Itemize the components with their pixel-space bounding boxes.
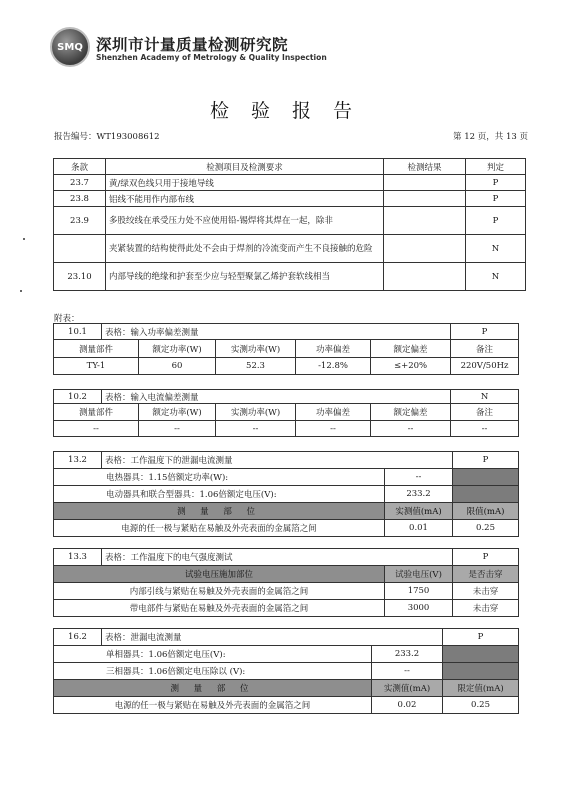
table-row	[54, 583, 519, 600]
three-phase-value: --	[372, 663, 443, 680]
page-number: 第 12 页，共 13 页	[453, 132, 528, 142]
three-phase-label: 三相器具：1.06倍额定电压除以 (V):	[54, 663, 372, 680]
measured-power-cell: --	[216, 421, 296, 437]
heater-power-label: 电热器具：1.15倍额定功率(W):	[54, 469, 385, 486]
verdict-cell: P	[466, 175, 526, 191]
header-measured-power: 实测功率(W)	[216, 404, 296, 421]
clause-cell: 23.8	[54, 191, 106, 207]
clause-cell	[54, 235, 106, 263]
voltage-cell: 3000	[385, 600, 453, 617]
breakdown-cell: 未击穿	[453, 583, 519, 600]
remark-cell: --	[451, 421, 519, 437]
measured-cell: 0.02	[372, 697, 443, 714]
table-leakage-current-operating-temp	[53, 451, 519, 537]
location-cell: 电源的任一极与紧贴在易触及外壳表面的金属箔之间	[54, 520, 385, 537]
header-limit-value: 限值(mA)	[453, 503, 519, 520]
verdict-cell: N	[451, 390, 519, 404]
verdict-cell: P	[453, 452, 519, 469]
blank-cell	[453, 469, 519, 486]
blank-cell	[443, 663, 519, 680]
institute-logo	[50, 27, 90, 67]
header-rated-deviation: 额定偏差	[371, 404, 451, 421]
rated-power-cell: 60	[139, 358, 216, 375]
header-measured-power: 实测功率(W)	[216, 340, 296, 358]
table-row	[54, 358, 519, 375]
location-cell: 内部引线与紧贴在易触及外壳表面的金属箔之间	[54, 583, 385, 600]
single-phase-label: 单相器具：1.06倍额定电压(V):	[54, 646, 372, 663]
location-cell: 电源的任一极与紧贴在易触及外壳表面的金属箔之间	[54, 697, 372, 714]
verdict-cell: P	[453, 549, 519, 566]
header-verdict: 判定	[466, 159, 526, 175]
item-cell: 内部导线的绝缘和护套至少应与轻型聚氯乙烯护套软线相当	[106, 263, 384, 291]
table-row	[54, 191, 526, 207]
heater-power-value: --	[385, 469, 453, 486]
table-input-current-deviation	[53, 389, 519, 437]
table-row	[54, 697, 519, 714]
table-input-power-deviation	[53, 323, 519, 375]
result-cell	[384, 175, 466, 191]
item-cell: 黄/绿双色线只用于接地导线	[106, 175, 384, 191]
item-cell: 铝线不能用作内部布线	[106, 191, 384, 207]
header-breakdown: 是否击穿	[453, 566, 519, 583]
table-name: 表格：工作温度下的电气强度测试	[102, 549, 453, 566]
header-remark: 备注	[451, 340, 519, 358]
main-inspection-table	[53, 158, 526, 291]
header-test-voltage: 试验电压(V)	[385, 566, 453, 583]
result-cell	[384, 263, 466, 291]
power-deviation-cell: --	[296, 421, 371, 437]
header-measured-value: 实测值(mA)	[372, 680, 443, 697]
header-item: 检测项目及检测要求	[106, 159, 384, 175]
limit-cell: 0.25	[453, 520, 519, 537]
attachment-label: 附表：	[54, 314, 80, 324]
verdict-cell: N	[466, 263, 526, 291]
header-part: 测量部件	[54, 404, 139, 421]
organization-name-cn: 深圳市计量质量检测研究院	[96, 36, 289, 54]
table-name: 表格：工作温度下的泄漏电流测量	[102, 452, 453, 469]
clause-cell: 23.7	[54, 175, 106, 191]
clause-cell: 16.2	[54, 629, 102, 646]
table-row	[54, 520, 519, 537]
header-rated-power: 额定功率(W)	[139, 340, 216, 358]
scan-speck	[23, 238, 25, 240]
limit-cell: 0.25	[443, 697, 519, 714]
rated-power-cell: --	[139, 421, 216, 437]
report-number: 报告编号：WT193008612	[54, 132, 160, 142]
verdict-cell: P	[451, 324, 519, 340]
organization-name-en: Shenzhen Academy of Metrology & Quality Inspection	[96, 53, 327, 62]
table-name: 表格：输入电流偏差测量	[102, 390, 451, 404]
table-name: 表格：泄漏电流测量	[102, 629, 443, 646]
table-name: 表格：输入功率偏差测量	[102, 324, 451, 340]
report-title: 检 验 报 告	[209, 100, 361, 122]
part-cell: TY-1	[54, 358, 139, 375]
table-row	[54, 600, 519, 617]
clause-cell: 23.9	[54, 207, 106, 235]
single-phase-value: 233.2	[372, 646, 443, 663]
clause-cell: 10.1	[54, 324, 102, 340]
header-result: 检测结果	[384, 159, 466, 175]
verdict-cell: P	[466, 207, 526, 235]
blank-cell	[453, 486, 519, 503]
header-clause: 条款	[54, 159, 106, 175]
item-cell: 多股绞线在承受压力处不应使用铅-锡焊将其焊在一起，除非	[106, 207, 384, 235]
clause-cell: 13.2	[54, 452, 102, 469]
verdict-cell: N	[466, 235, 526, 263]
measured-cell: 0.01	[385, 520, 453, 537]
clause-cell: 13.3	[54, 549, 102, 566]
motor-voltage-label: 电动器具和联合型器具：1.06倍额定电压(V):	[54, 486, 385, 503]
header-measure-location: 测 量 部 位	[54, 680, 372, 697]
clause-cell: 10.2	[54, 390, 102, 404]
table-header-row	[54, 159, 526, 175]
power-deviation-cell: -12.8%	[296, 358, 371, 375]
header-rated-deviation: 额定偏差	[371, 340, 451, 358]
result-cell	[384, 207, 466, 235]
remark-cell: 220V/50Hz	[451, 358, 519, 375]
header-remark: 备注	[451, 404, 519, 421]
rated-deviation-cell: ≤+20%	[371, 358, 451, 375]
voltage-cell: 1750	[385, 583, 453, 600]
header-measure-location: 测 量 部 位	[54, 503, 385, 520]
measured-power-cell: 52.3	[216, 358, 296, 375]
location-cell: 带电部件与紧贴在易触及外壳表面的金属箔之间	[54, 600, 385, 617]
header-measured-value: 实测值(mA)	[385, 503, 453, 520]
header-rated-power: 额定功率(W)	[139, 404, 216, 421]
rated-deviation-cell: --	[371, 421, 451, 437]
table-electric-strength-operating-temp	[53, 548, 519, 617]
breakdown-cell: 未击穿	[453, 600, 519, 617]
header-power-deviation: 功率偏差	[296, 404, 371, 421]
header-power-deviation: 功率偏差	[296, 340, 371, 358]
result-cell	[384, 235, 466, 263]
clause-cell: 23.10	[54, 263, 106, 291]
table-row	[54, 175, 526, 191]
motor-voltage-value: 233.2	[385, 486, 453, 503]
header-voltage-location: 试验电压施加部位	[54, 566, 385, 583]
table-row	[54, 263, 526, 291]
table-leakage-current	[53, 628, 519, 714]
result-cell	[384, 191, 466, 207]
scan-speck	[20, 290, 22, 292]
header-limit-value: 限定值(mA)	[443, 680, 519, 697]
verdict-cell: P	[466, 191, 526, 207]
item-cell: 夹紧装置的结构使得此处不会由于焊剂的冷流变而产生不良接触的危险	[106, 235, 384, 263]
verdict-cell: P	[443, 629, 519, 646]
table-row	[54, 207, 526, 235]
blank-cell	[443, 646, 519, 663]
table-row	[54, 421, 519, 437]
part-cell: --	[54, 421, 139, 437]
header-part: 测量部件	[54, 340, 139, 358]
table-row	[54, 235, 526, 263]
logo-text: SMQ	[57, 42, 83, 53]
